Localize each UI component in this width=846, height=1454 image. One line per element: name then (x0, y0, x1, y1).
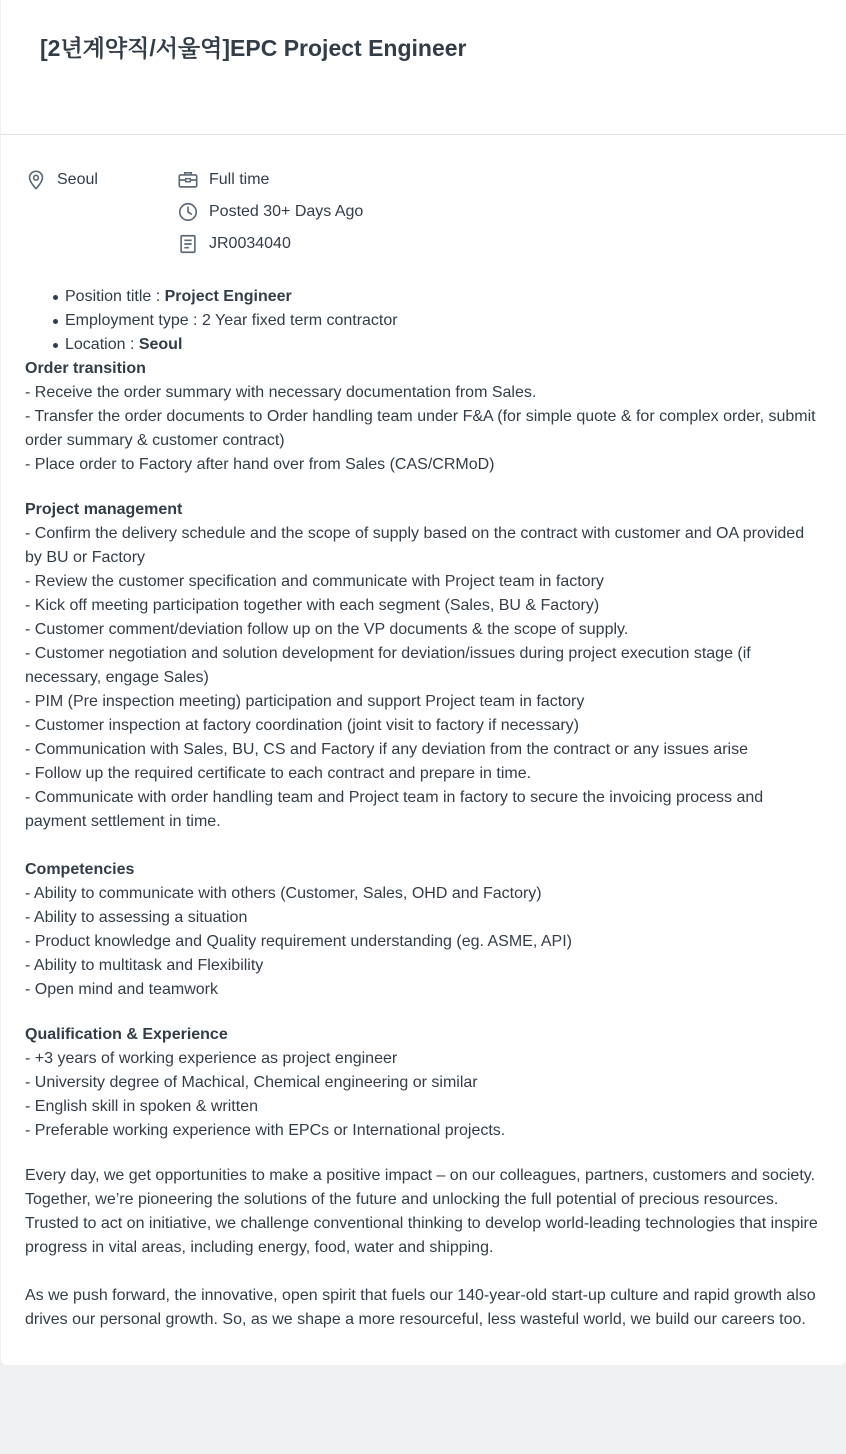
location-value: Seoul (138, 336, 183, 353)
job-header (1, 0, 846, 135)
text-line: - Preferable working experience with EPCs or International projects. (25, 1122, 506, 1139)
job-posting-card (1, 0, 846, 1365)
list-item (65, 285, 825, 309)
time-type-text: Full time (209, 171, 270, 188)
text-line: - Follow up the required certificate to each contract and prepare in time. (25, 765, 532, 782)
posted-meta (177, 196, 363, 228)
document-icon (177, 233, 199, 255)
employment-type-text: Employment type : 2 Year fixed term contractor (65, 312, 398, 329)
text-line: - Customer comment/deviation follow up on the VP documents & the scope of supply. (25, 621, 629, 638)
spacer (25, 834, 825, 858)
text-line: - Ability to assessing a situation (25, 909, 248, 926)
text-line: - Customer negotiation and solution development for deviation/issues during project execution stage (if necessary, engage Sales) (25, 645, 751, 686)
closing-paragraph: As we push forward, the innovative, open spirit that fuels our 140-year-old start-up culture and rapid growth also drives our personal growth. So, as we shape a more resourceful, less wasteful world, we build our careers too. (25, 1287, 816, 1328)
text-line: - Ability to multitask and Flexibility (25, 957, 264, 974)
text-line: - Review the customer specification and communicate with Project team in factory (25, 573, 604, 590)
spacer (25, 1002, 825, 1023)
text-line: - Product knowledge and Quality requirement understanding (eg. ASME, API) (25, 933, 572, 950)
spacer (25, 1260, 825, 1284)
section-heading-order-transition: Order transition (25, 360, 146, 377)
summary-list (25, 285, 825, 357)
text-line: - Communicate with order handling team and Project team in factory to secure the invoicing process and payment settlement in time. (25, 789, 764, 830)
location-label: Location : (65, 336, 139, 353)
briefcase-icon (177, 169, 199, 191)
job-description (25, 285, 825, 1332)
position-value: Project Engineer (164, 288, 292, 305)
location-pin-icon (25, 169, 47, 191)
text-line: - Confirm the delivery schedule and the scope of supply based on the contract with customer and OA provided by BU or Factory (25, 525, 805, 566)
requisition-meta (177, 228, 291, 260)
text-line: - Receive the order summary with necessary documentation from Sales. (25, 384, 537, 401)
location-meta (25, 164, 98, 196)
time-type-meta (177, 164, 269, 196)
text-line: - Communication with Sales, BU, CS and Factory if any deviation from the contract or any issues arise (25, 741, 748, 758)
job-meta (1, 164, 846, 260)
spacer (25, 477, 825, 498)
section-heading-competencies: Competencies (25, 861, 135, 878)
text-line: - PIM (Pre inspection meeting) participation and support Project team in factory (25, 693, 585, 710)
text-line: - Transfer the order documents to Order handling team under F&A (for simple quote & for complex order, submit order summary & customer contract) (25, 408, 816, 449)
section-heading-project-management: Project management (25, 501, 183, 518)
closing-paragraph: Every day, we get opportunities to make a positive impact – on our colleagues, partners, customers and society. Together, we’re pioneering the solutions of the future and unlocking the full potential of precious resources. Trusted to act on initiative, we challenge conventional thinking to develop world-leading technologies that inspire progress in vital areas, including energy, food, water and shipping. (25, 1167, 818, 1256)
text-line: - English skill in spoken & written (25, 1098, 258, 1115)
text-line: - University degree of Machical, Chemical engineering or similar (25, 1074, 478, 1091)
position-label: Position title : (65, 288, 165, 305)
job-title: [2년계약직/서울역]EPC Project Engineer (40, 35, 467, 61)
list-item (65, 333, 825, 357)
requisition-id-text: JR0034040 (209, 235, 291, 252)
text-line: - Open mind and teamwork (25, 981, 218, 998)
list-item (65, 309, 825, 333)
text-line: - Place order to Factory after hand over from Sales (CAS/CRMoD) (25, 456, 495, 473)
text-line: - Ability to communicate with others (Customer, Sales, OHD and Factory) (25, 885, 542, 902)
spacer (25, 1143, 825, 1164)
location-text: Seoul (57, 171, 98, 188)
text-line: - Customer inspection at factory coordination (joint visit to factory if necessary) (25, 717, 579, 734)
clock-icon (177, 201, 199, 223)
section-heading-qualification: Qualification & Experience (25, 1026, 228, 1043)
text-line: - Kick off meeting participation together with each segment (Sales, BU & Factory) (25, 597, 600, 614)
posted-text: Posted 30+ Days Ago (209, 203, 364, 220)
text-line: - +3 years of working experience as project engineer (25, 1050, 398, 1067)
